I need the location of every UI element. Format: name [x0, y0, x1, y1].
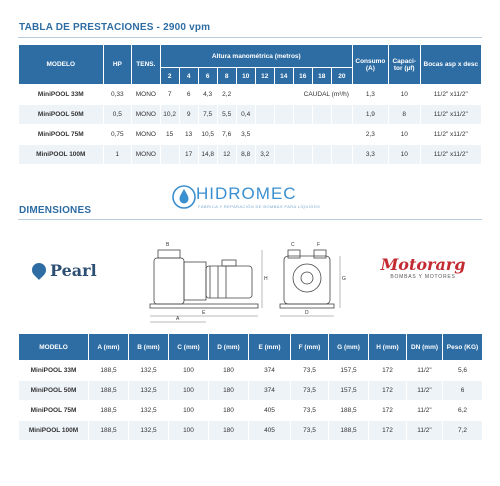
altura-cell — [312, 105, 331, 125]
col-header: E (mm) — [249, 334, 291, 361]
table-cell: 180 — [209, 401, 249, 421]
hp-cell: 0,5 — [103, 105, 132, 125]
altura-cell: 7 — [160, 85, 179, 105]
altura-cell: 9 — [179, 105, 198, 125]
dimensions-table — [18, 333, 483, 441]
table-cell: 188,5 — [89, 381, 129, 401]
altura-col-header: 4 — [179, 68, 198, 85]
bocas-cell: 11/2" x11/2" — [420, 85, 481, 105]
table-cell: 5,6 — [443, 361, 483, 381]
table-cell: 188,5 — [89, 421, 129, 441]
table-cell: 374 — [249, 381, 291, 401]
table-cell: 188,5 — [329, 421, 369, 441]
table-cell: 11/2" — [407, 421, 443, 441]
dimension-label-f: F — [317, 242, 321, 248]
table-cell: 172 — [369, 381, 407, 401]
col-header-tens: TENS. — [132, 45, 161, 85]
tens-cell: MONO — [132, 85, 161, 105]
table-cell: 100 — [169, 401, 209, 421]
altura-cell — [331, 125, 352, 145]
consumo-cell: 3,3 — [352, 145, 388, 165]
col-header-hp: HP — [103, 45, 132, 85]
hidromec-tagline: FÁBRICA Y REPARACIÓN DE BOMBAS PARA LÍQUIDOS — [198, 204, 321, 209]
tens-cell: MONO — [132, 145, 161, 165]
consumo-cell: 2,3 — [352, 125, 388, 145]
table-row — [19, 145, 482, 165]
dimensions-title: DIMENSIONES — [19, 205, 92, 216]
performance-table — [18, 44, 482, 165]
table-cell: 157,5 — [329, 361, 369, 381]
altura-cell: 14,8 — [198, 145, 217, 165]
table-cell: 188,5 — [89, 401, 129, 421]
model-cell: MiniPOOL 50M — [19, 105, 104, 125]
col-header-altura: Altura manométrica (metros) — [160, 45, 352, 68]
altura-col-header: 2 — [160, 68, 179, 85]
altura-col-header: 10 — [236, 68, 255, 85]
altura-cell: 8,8 — [236, 145, 255, 165]
table-cell: 180 — [209, 421, 249, 441]
dimension-label-g: G — [342, 276, 346, 282]
bocas-cell: 11/2" x11/2" — [420, 125, 481, 145]
altura-cell: 12 — [217, 145, 236, 165]
altura-cell — [331, 105, 352, 125]
altura-col-header: 8 — [217, 68, 236, 85]
table-row — [19, 381, 483, 401]
altura-cell — [255, 105, 274, 125]
altura-cell — [331, 145, 352, 165]
terminal-box — [222, 260, 236, 266]
table-cell: 188,5 — [329, 401, 369, 421]
col-header-model: MODELO — [19, 45, 104, 85]
altura-cell: 3,2 — [255, 145, 274, 165]
pump-front-view — [284, 256, 330, 304]
model-cell: MiniPOOL 33M — [19, 85, 104, 105]
altura-cell: 5,5 — [217, 105, 236, 125]
table-cell: 188,5 — [89, 361, 129, 381]
altura-cell: 7,6 — [217, 125, 236, 145]
bocas-cell: 11/2" x11/2" — [420, 145, 481, 165]
table-cell: 7,2 — [443, 421, 483, 441]
water-drop-icon — [172, 184, 196, 210]
altura-cell: 3,5 — [236, 125, 255, 145]
table-cell: 11/2" — [407, 401, 443, 421]
hp-cell: 1 — [103, 145, 132, 165]
altura-cell — [293, 125, 312, 145]
table-cell: 6 — [443, 381, 483, 401]
altura-col-header: 18 — [312, 68, 331, 85]
col-header: G (mm) — [329, 334, 369, 361]
consumo-cell: 1,3 — [352, 85, 388, 105]
table-row — [19, 85, 482, 105]
col-header: B (mm) — [129, 334, 169, 361]
altura-cell: 17 — [179, 145, 198, 165]
hp-cell: 0,33 — [103, 85, 132, 105]
tens-cell: MONO — [132, 105, 161, 125]
table-cell: 132,5 — [129, 381, 169, 401]
col-header: MODELO — [19, 334, 89, 361]
altura-col-header: 12 — [255, 68, 274, 85]
table-cell: 172 — [369, 401, 407, 421]
caudal-label: CAUDAL (m³/h) — [255, 85, 352, 105]
table-cell: 172 — [369, 361, 407, 381]
altura-cell: 0,4 — [236, 105, 255, 125]
motorarg-tagline: BOMBAS Y MOTORES — [390, 274, 456, 280]
table-cell: 157,5 — [329, 381, 369, 401]
table-cell: 100 — [169, 361, 209, 381]
altura-cell: 15 — [160, 125, 179, 145]
altura-col-header: 16 — [293, 68, 312, 85]
dimension-label-d: D — [305, 310, 309, 316]
table-row — [19, 105, 482, 125]
altura-cell: 2,2 — [217, 85, 236, 105]
col-header: C (mm) — [169, 334, 209, 361]
table-row — [19, 401, 483, 421]
altura-cell: 6 — [179, 85, 198, 105]
col-header: H (mm) — [369, 334, 407, 361]
pump-body — [184, 262, 206, 300]
pump-base — [150, 304, 258, 308]
altura-cell — [312, 125, 331, 145]
table-cell: 73,5 — [291, 421, 329, 441]
col-header: DN (mm) — [407, 334, 443, 361]
table-cell: 405 — [249, 401, 291, 421]
dimension-label-b: B — [166, 242, 170, 248]
table-row — [19, 421, 483, 441]
altura-cell — [236, 85, 255, 105]
col-header: D (mm) — [209, 334, 249, 361]
altura-cell — [255, 125, 274, 145]
altura-cell — [293, 105, 312, 125]
tens-cell: MONO — [132, 125, 161, 145]
altura-cell: 10,2 — [160, 105, 179, 125]
pearl-drop-icon — [29, 260, 49, 280]
dimension-label-c: C — [291, 242, 295, 248]
altura-cell — [293, 145, 312, 165]
col-header: F (mm) — [291, 334, 329, 361]
hidromec-wordmark: HIDROMEC — [196, 184, 297, 203]
altura-cell: 10,5 — [198, 125, 217, 145]
altura-cell: 13 — [179, 125, 198, 145]
model-cell: MiniPOOL 75M — [19, 125, 104, 145]
table-cell: 132,5 — [129, 401, 169, 421]
table-cell: 100 — [169, 381, 209, 401]
col-header-capacitor: Capaci-tor (µf) — [388, 45, 420, 85]
consumo-cell: 1,9 — [352, 105, 388, 125]
pump-technical-drawing — [146, 232, 356, 326]
altura-cell — [274, 125, 293, 145]
motor-body — [206, 266, 252, 298]
table-cell: 180 — [209, 381, 249, 401]
table-cell: 405 — [249, 421, 291, 441]
col-header: A (mm) — [89, 334, 129, 361]
model-cell: MiniPOOL 75M — [19, 401, 89, 421]
hidromec-logo — [172, 184, 337, 212]
table-cell: 132,5 — [129, 421, 169, 441]
title-rule — [18, 219, 482, 220]
col-header-consumo: Consumo (A) — [352, 45, 388, 85]
model-cell: MiniPOOL 33M — [19, 361, 89, 381]
table-cell: 374 — [249, 361, 291, 381]
pearl-logo — [32, 261, 112, 281]
performance-table-title: TABLA DE PRESTACIONES - 2900 vpm — [19, 22, 211, 33]
altura-cell: 7,5 — [198, 105, 217, 125]
col-header: Peso (KG) — [443, 334, 483, 361]
model-cell: MiniPOOL 100M — [19, 421, 89, 441]
pump-strainer-housing — [154, 258, 184, 304]
altura-col-header: 14 — [274, 68, 293, 85]
motorarg-logo — [378, 256, 468, 288]
col-header-bocas: Bocas asp x desc — [420, 45, 481, 85]
dimension-label-e: E — [202, 310, 206, 316]
pearl-wordmark: Pearl — [50, 261, 97, 280]
altura-col-header: 20 — [331, 68, 352, 85]
altura-col-header: 6 — [198, 68, 217, 85]
bocas-cell: 11/2" x11/2" — [420, 105, 481, 125]
capacitor-cell: 8 — [388, 105, 420, 125]
capacitor-cell: 10 — [388, 125, 420, 145]
altura-cell — [312, 145, 331, 165]
table-cell: 73,5 — [291, 401, 329, 421]
model-cell: MiniPOOL 100M — [19, 145, 104, 165]
table-cell: 73,5 — [291, 361, 329, 381]
dimension-label-h: H — [264, 276, 268, 282]
altura-cell — [274, 105, 293, 125]
altura-cell — [274, 145, 293, 165]
capacitor-cell: 10 — [388, 85, 420, 105]
table-cell: 11/2" — [407, 381, 443, 401]
table-cell: 11/2" — [407, 361, 443, 381]
table-cell: 132,5 — [129, 361, 169, 381]
table-row — [19, 125, 482, 145]
table-cell: 180 — [209, 361, 249, 381]
pump-lid — [158, 250, 180, 258]
table-cell: 100 — [169, 421, 209, 441]
table-cell: 6,2 — [443, 401, 483, 421]
model-cell: MiniPOOL 50M — [19, 381, 89, 401]
table-cell: 73,5 — [291, 381, 329, 401]
title-rule — [18, 37, 482, 38]
altura-cell: 4,3 — [198, 85, 217, 105]
dimension-label-a: A — [176, 316, 180, 322]
hp-cell: 0,75 — [103, 125, 132, 145]
capacitor-cell: 10 — [388, 145, 420, 165]
table-cell: 172 — [369, 421, 407, 441]
altura-cell — [160, 145, 179, 165]
table-row — [19, 361, 483, 381]
motorarg-wordmark: Motorarg — [380, 255, 466, 274]
